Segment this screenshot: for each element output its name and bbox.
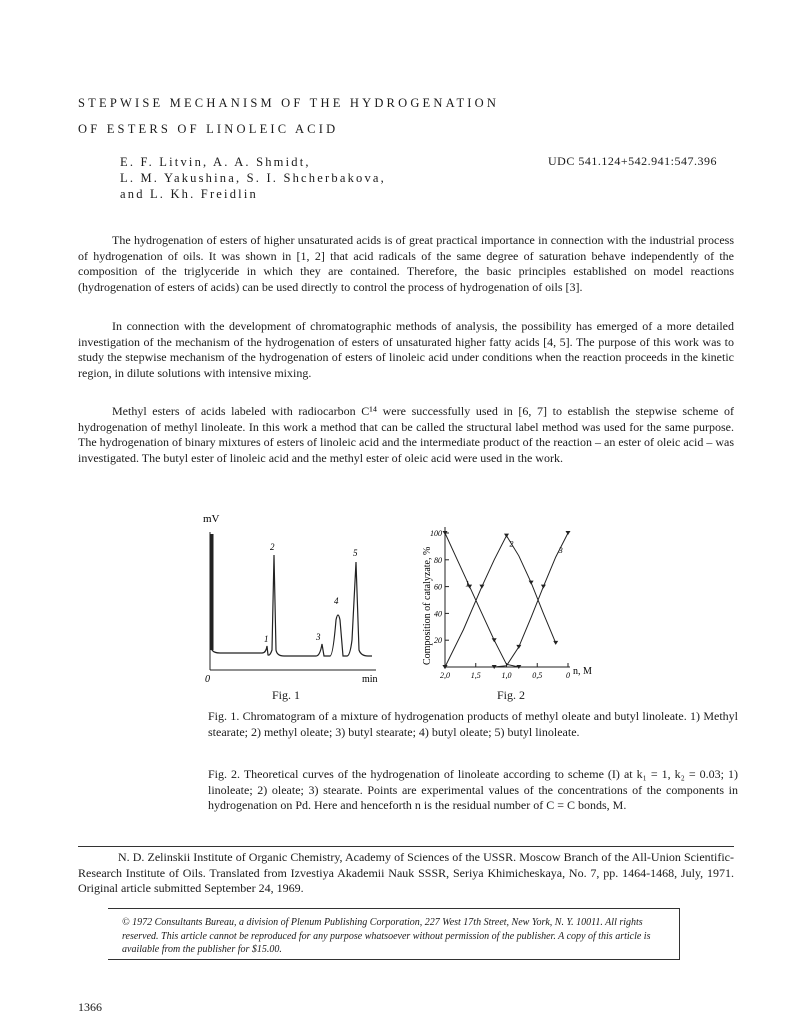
page-number: 1366 xyxy=(78,1000,102,1014)
fig2-data-point xyxy=(566,531,571,535)
peak-label-4: 4 xyxy=(334,596,339,606)
fig1-x-unit: min xyxy=(362,674,378,685)
fig2-chart xyxy=(410,515,610,685)
udc-code: UDC 541.124+542.941:547.396 xyxy=(548,154,717,168)
author-line: E. F. Litvin, A. A. Shmidt, xyxy=(120,155,311,169)
fig2-data-point xyxy=(529,581,534,585)
fig1-y-unit: mV xyxy=(203,513,220,525)
fig2-y-tick-label: 60 xyxy=(434,582,442,592)
fig1-label: Fig. 1 xyxy=(272,688,301,702)
fig2-caption: Fig. 2. Theoretical curves of the hydrogenation of linoleate according to scheme (I) at k₁ = 1, k₂ = 0.03; 1) linoleate; 2) oleate; 3) stearate. Points are experimental values of the concentrations of the components in hydrogenation on Pd. Here and henceforth n is the residual number of C = C bonds, M. xyxy=(208,767,738,812)
article-title-line-1: STEPWISE MECHANISM OF THE HYDROGENATION xyxy=(78,96,500,110)
fig2-data-point xyxy=(492,638,497,642)
fig2-data-point xyxy=(553,641,558,645)
fig2-y-tick-label: 40 xyxy=(434,609,442,619)
fig1-x-origin: 0 xyxy=(205,674,210,685)
fig2-series-line-1 xyxy=(445,533,519,667)
fig2-x-tick-label: 0,5 xyxy=(532,671,543,680)
author-line: and L. Kh. Freidlin xyxy=(120,187,258,201)
peak-label-2: 2 xyxy=(270,542,275,552)
fig2-series-line-2 xyxy=(445,536,556,667)
fig2-data-point xyxy=(479,585,484,589)
fig1-caption: Fig. 1. Chromatogram of a mixture of hydrogenation products of methyl oleate and butyl linoleate. 1) Methyl stearate; 2) methyl oleate; 3) butyl stearate; 4) butyl oleate; 5) butyl linoleate. xyxy=(208,709,738,739)
footnote-affiliation: N. D. Zelinskii Institute of Organic Chemistry, Academy of Sciences of the USSR. Moscow Branch of the All-Union Scientific-Research Institute of Oils. Translated from Izvestiya Akademii Nauk SSSR, Seriya Khimicheskaya, No. 7, pp. 1464-1468, July, 1971. Original article submitted September 24, 1969. xyxy=(78,850,734,895)
fig2-y-tick-label: 20 xyxy=(434,636,442,646)
fig2-curve-label-3: 3 xyxy=(558,546,563,556)
fig2-y-tick-label: 100 xyxy=(430,529,442,538)
fig2-xlabel: n, M xyxy=(573,666,592,677)
author-list xyxy=(120,154,386,202)
fig2-x-tick-label: 1,0 xyxy=(501,671,512,680)
fig2-curve-label-1: 1 xyxy=(465,579,470,589)
author-line: L. M. Yakushina, S. I. Shcherbakova, xyxy=(120,171,386,185)
fig2-curve-label-2: 2 xyxy=(509,539,514,549)
footnote-divider xyxy=(78,846,734,847)
fig2-y-tick-label: 80 xyxy=(434,555,442,565)
peak-label-1: 1 xyxy=(264,634,269,644)
peak-label-5: 5 xyxy=(353,548,358,558)
fig2-ylabel: Composition of catalyzate, % xyxy=(422,546,433,665)
copyright-notice: © 1972 Consultants Bureau, a division of Plenum Publishing Corporation, 227 West 17th Street, New York, N. Y. 10011. All rights reserved. This article cannot be reproduced for any purpose whatsoever without permission of the publisher. A copy of this article is available from the publisher for $15.00. xyxy=(108,908,680,960)
fig2-series-line-3 xyxy=(445,533,568,667)
body-paragraph-3: Methyl esters of acids labeled with radiocarbon C¹⁴ were successfully used in [6, 7] to establish the stepwise scheme of hydrogenation of methyl linoleate. In this work a method that can be called the structural label method was used for the same purpose. The hydrogenation of binary mixtures of esters of linoleic acid and the intermediate product of the reaction – an ester of oleic acid – was investigated. The butyl ester of linoleic acid and the methyl ester of oleic acid were used in the work. xyxy=(78,404,734,465)
fig2-series xyxy=(443,531,571,669)
fig2-x-tick-label: 1,5 xyxy=(470,671,481,680)
fig2-x-tick-label: 0 xyxy=(566,671,570,680)
fig2-label: Fig. 2 xyxy=(497,688,526,702)
article-title-line-2: OF ESTERS OF LINOLEIC ACID xyxy=(78,122,339,136)
peak-label-3: 3 xyxy=(316,632,321,642)
fig1-chromatogram xyxy=(196,510,386,690)
body-paragraph-1: The hydrogenation of esters of higher unsaturated acids is of great practical importance in connection with the industrial process of hydrogenation of oils. It was shown in [1, 2] that acid radicals of the same degree of saturation behave independently of the composition of the triglyceride in which they are contained. Therefore, the basic principles established on model reactions (hydrogenation of esters of acids) can be used directly to control the process of hydrogenation of oils [3]. xyxy=(78,233,734,294)
fig2-data-point xyxy=(541,585,546,589)
fig2-x-tick-label: 2,0 xyxy=(440,671,450,680)
fig2-data-point xyxy=(504,534,509,538)
fig2-data-point xyxy=(516,645,521,649)
chromatogram-trace xyxy=(212,534,372,656)
body-paragraph-2: In connection with the development of chromatographic methods of analysis, the possibility has emerged of a more detailed investigation of the mechanism of the hydrogenation of esters of unsaturated higher fatty acids [4, 5]. The purpose of this work was to study the stepwise mechanism of the hydrogenation of esters of linoleic acid under conditions when the reaction proceeds in the kinetic region, in dilute solutions with intensive mixing. xyxy=(78,319,734,380)
